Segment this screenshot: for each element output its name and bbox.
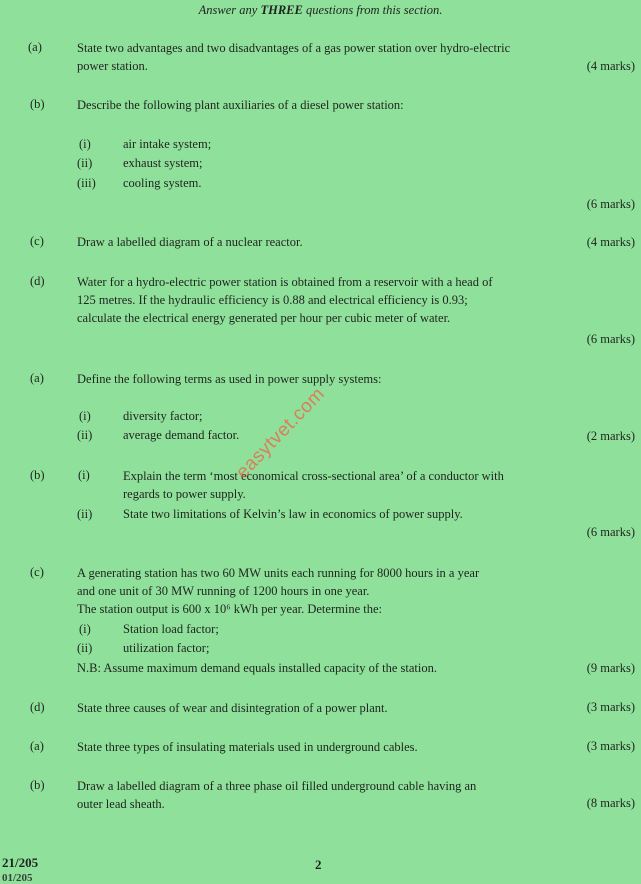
question-label: (b)	[30, 97, 45, 111]
sub-label: (i)	[79, 622, 91, 636]
sub-text: exhaust system;	[123, 156, 203, 170]
sub-text: utilization factor;	[123, 641, 210, 655]
paper-code: 21/205	[2, 855, 39, 870]
question-label: (b)	[30, 468, 45, 482]
sub-label: (i)	[79, 137, 91, 151]
marks: (4 marks)	[586, 59, 635, 73]
marks: (3 marks)	[586, 700, 635, 714]
question-text: Water for a hydro-electric power station is obtained from a reservoir with a head of 125 metres. If the hydraulic efficiency is 0.88 and electrical efficiency is 0.93; calculate the electrical energy generated per hour per cubic meter of water.	[77, 275, 493, 325]
sub-text: average demand factor.	[123, 428, 240, 442]
question-text: Describe the following plant auxiliaries of a diesel power station:	[77, 98, 404, 112]
question-text: Explain the term ‘most economical cross-sectional area’ of a conductor with regards to power supply.	[123, 469, 504, 501]
marks: (2 marks)	[586, 429, 635, 443]
sub-label: (ii)	[77, 641, 93, 655]
marks: (6 marks)	[586, 332, 635, 346]
question-label: (a)	[30, 371, 44, 385]
sub-label: (i)	[79, 409, 91, 423]
note: N.B: Assume maximum demand equals installed capacity of the station.	[77, 661, 437, 675]
sub-text: cooling system.	[123, 176, 202, 190]
sub-text: Station load factor;	[123, 622, 219, 636]
marks: (8 marks)	[586, 796, 635, 810]
sub-label: (ii)	[77, 156, 93, 170]
question-text: Draw a labelled diagram of a three phase oil filled underground cable having an outer lead sheath.	[77, 779, 477, 811]
watermark: easytvet.com	[232, 383, 330, 483]
question-text: A generating station has two 60 MW units each running for 8000 hours in a year and one unit of 30 MW running of 1200 hours in one year. The station output is 600 x 10⁶ kWh per year. Determine the:	[77, 566, 480, 616]
sub-text: diversity factor;	[123, 409, 203, 423]
marks: (3 marks)	[586, 739, 635, 753]
question-label: (c)	[30, 565, 44, 579]
question-label: (b)	[30, 778, 45, 792]
question-text: State three types of insulating materials used in underground cables.	[77, 740, 418, 754]
marks: (9 marks)	[586, 661, 635, 675]
question-text: Draw a labelled diagram of a nuclear reactor.	[77, 235, 303, 249]
sub-label: (iii)	[77, 176, 96, 190]
sub-label: (ii)	[77, 428, 93, 442]
section-instruction: Answer any THREE questions from this section.	[198, 3, 443, 17]
question-text: Define the following terms as used in power supply systems:	[77, 372, 382, 386]
question-text: State three causes of wear and disintegration of a power plant.	[77, 701, 388, 715]
sub-label: (ii)	[77, 507, 93, 521]
question-text: State two advantages and two disadvantages of a gas power station over hydro-electric power station.	[77, 41, 511, 73]
marks: (6 marks)	[586, 525, 635, 539]
question-label: (c)	[30, 234, 44, 248]
question-label: (d)	[30, 700, 45, 714]
question-label: (a)	[30, 739, 44, 753]
marks: (6 marks)	[586, 197, 635, 211]
question-label: (a)	[28, 40, 42, 54]
sub-label: (i)	[78, 468, 90, 482]
marks: (4 marks)	[586, 235, 635, 249]
sub-text: air intake system;	[123, 137, 212, 151]
paper-code-secondary: 01/205	[2, 872, 33, 884]
sub-text: State two limitations of Kelvin’s law in economics of power supply.	[123, 507, 463, 521]
question-label: (d)	[30, 274, 45, 288]
page-number: 2	[315, 857, 322, 872]
